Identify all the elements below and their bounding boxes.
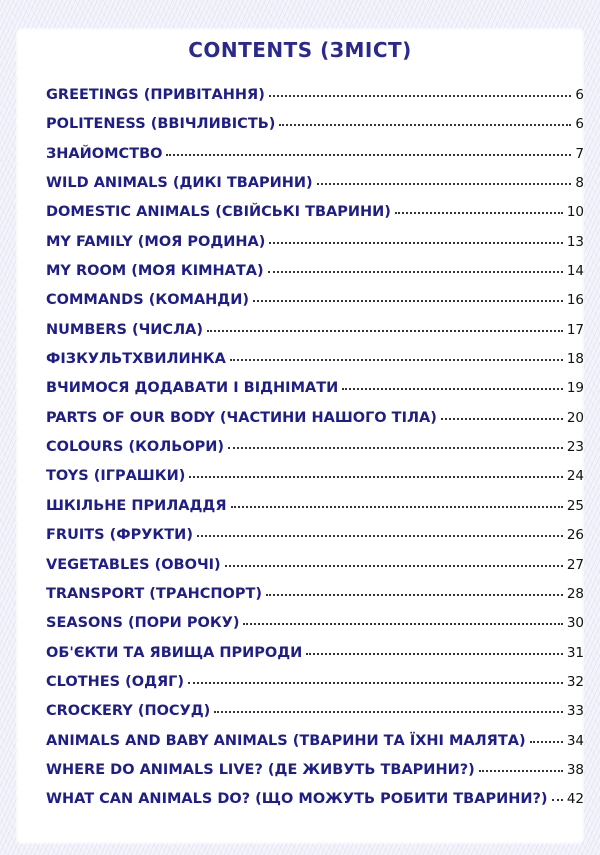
toc-entry — [46, 345, 584, 374]
dot-leader — [253, 290, 563, 302]
dot-leader — [231, 496, 563, 508]
dot-leader — [214, 701, 563, 713]
toc-entry-label: DOMESTIC ANIMALS (СВІЙСЬКІ ТВАРИНИ) — [46, 204, 391, 221]
toc-entry-page-number: 17 — [566, 321, 584, 338]
toc-entry — [46, 228, 584, 257]
toc-entry-label: ШКІЛЬНЕ ПРИЛАДДЯ — [46, 497, 227, 514]
toc-entry-page-number: 6 — [575, 116, 584, 133]
toc-entry-label: POLITENESS (ВВІЧЛИВІСТЬ) — [46, 116, 276, 133]
dot-leader — [441, 408, 563, 420]
toc-entry-label: CROCKERY (ПОСУД) — [46, 703, 211, 720]
toc-entry-page-number: 34 — [566, 732, 584, 749]
dot-leader — [479, 760, 563, 772]
toc-entry-page-number: 32 — [566, 673, 584, 690]
toc-entry-label: CLOTHES (ОДЯГ) — [46, 673, 185, 690]
toc-entry — [46, 727, 584, 756]
dot-leader — [395, 202, 563, 214]
toc-entry — [46, 580, 584, 609]
toc-entry-label: VEGETABLES (ОВОЧІ) — [46, 556, 221, 573]
toc-entry-label: COLOURS (КОЛЬОРИ) — [46, 439, 225, 456]
toc-entry-label: SEASONS (ПОРИ РОКУ) — [46, 615, 240, 632]
toc-entry-label: WILD ANIMALS (ДИКІ ТВАРИНИ) — [46, 175, 313, 192]
toc-entry-label: ЗНАЙОМСТВО — [46, 145, 163, 162]
dot-leader — [166, 144, 571, 156]
toc-entry — [46, 198, 584, 227]
dot-leader — [228, 437, 563, 449]
toc-entry-page-number: 26 — [566, 527, 584, 544]
toc-entry — [46, 81, 584, 110]
toc-entry-page-number: 28 — [566, 585, 584, 602]
toc-entry — [46, 462, 584, 491]
toc-entry — [46, 609, 584, 638]
toc-entry-label: TOYS (ІГРАШКИ) — [46, 468, 186, 485]
dot-leader — [306, 643, 563, 655]
dot-leader — [342, 378, 563, 390]
toc-entry-label: TRANSPORT (ТРАНСПОРТ) — [46, 585, 263, 602]
toc-entry-page-number: 31 — [566, 644, 584, 661]
toc-entry-label: MY ROOM (МОЯ КІМНАТА) — [46, 263, 264, 280]
toc-entry — [46, 785, 584, 814]
toc-entry — [46, 551, 584, 580]
toc-entry — [46, 140, 584, 169]
toc-entry — [46, 492, 584, 521]
toc-entry — [46, 433, 584, 462]
toc-entry-page-number: 10 — [566, 204, 584, 221]
page-title: CONTENTS (ЗМІСТ) — [188, 38, 412, 62]
toc-entry-page-number: 30 — [566, 615, 584, 632]
toc-entry-page-number: 42 — [566, 791, 584, 808]
toc-entry-page-number: 6 — [575, 87, 584, 103]
toc-entry-label: GREETINGS (ПРИВІТАННЯ) — [46, 87, 265, 103]
toc-entry — [46, 668, 584, 697]
dot-leader — [279, 114, 571, 126]
toc-entry — [46, 257, 584, 286]
dot-leader — [317, 173, 572, 185]
dot-leader — [269, 232, 562, 244]
dot-leader — [225, 555, 563, 567]
toc-entry — [46, 756, 584, 785]
dot-leader — [189, 466, 562, 478]
toc-entry-page-number: 8 — [575, 175, 584, 192]
dot-leader — [197, 525, 563, 537]
dot-leader — [230, 349, 563, 361]
toc-entry-label: ВЧИМОСЯ ДОДАВАТИ І ВІДНІМАТИ — [46, 380, 339, 397]
toc-entry — [46, 316, 584, 345]
toc-entry-page-number: 23 — [566, 439, 584, 456]
dot-leader — [188, 672, 563, 684]
toc-entry-label: MY FAMILY (МОЯ РОДИНА) — [46, 233, 266, 250]
toc-entry-label: ОБ'ЄКТИ ТА ЯВИЩА ПРИРОДИ — [46, 644, 303, 661]
toc-entry — [46, 639, 584, 668]
toc-entry — [46, 404, 584, 433]
toc-entry — [46, 110, 584, 139]
toc-entry-label: COMMANDS (КОМАНДИ) — [46, 292, 249, 309]
toc-entry-page-number: 20 — [566, 409, 584, 426]
toc-entry-page-number: 27 — [566, 556, 584, 573]
toc-entry-label: WHERE DO ANIMALS LIVE? (ДЕ ЖИВУТЬ ТВАРИНИ?) — [46, 761, 475, 778]
toc-entry-page-number: 18 — [566, 351, 584, 368]
toc-entry — [46, 521, 584, 550]
toc-entry — [46, 286, 584, 315]
toc-entry — [46, 697, 584, 726]
toc-entry — [46, 374, 584, 403]
dot-leader — [269, 85, 572, 97]
toc-entry-label: FRUITS (ФРУКТИ) — [46, 527, 193, 544]
dot-leader — [530, 731, 563, 743]
toc-entry-page-number: 38 — [566, 761, 584, 778]
dot-leader — [552, 789, 563, 801]
toc-entry — [46, 169, 584, 198]
toc-entry-page-number: 25 — [566, 497, 584, 514]
toc-entry-page-number: 33 — [566, 703, 584, 720]
toc-entry-page-number: 7 — [575, 145, 584, 162]
toc-entry-label: ФІЗКУЛЬТХВИЛИНКА — [46, 351, 226, 368]
toc-entry-page-number: 14 — [566, 263, 584, 280]
toc-entry-label: ANIMALS AND BABY ANIMALS (ТВАРИНИ ТА ЇХНІ МАЛЯТА) — [46, 732, 526, 749]
toc-entry-page-number: 24 — [566, 468, 584, 485]
table-of-contents — [46, 81, 584, 815]
toc-entry-page-number: 19 — [566, 380, 584, 397]
toc-entry-label: WHAT CAN ANIMALS DO? (ЩО МОЖУТЬ РОБИТИ ТВАРИНИ?) — [46, 791, 548, 808]
toc-entry-label: NUMBERS (ЧИСЛА) — [46, 321, 203, 338]
toc-entry-label: PARTS OF OUR BODY (ЧАСТИНИ НАШОГО ТІЛА) — [46, 409, 437, 426]
dot-leader — [266, 584, 563, 596]
toc-entry-page-number: 16 — [566, 292, 584, 309]
toc-entry-page-number: 13 — [566, 233, 584, 250]
dot-leader — [207, 320, 563, 332]
dot-leader — [243, 613, 562, 625]
dot-leader — [268, 261, 563, 273]
